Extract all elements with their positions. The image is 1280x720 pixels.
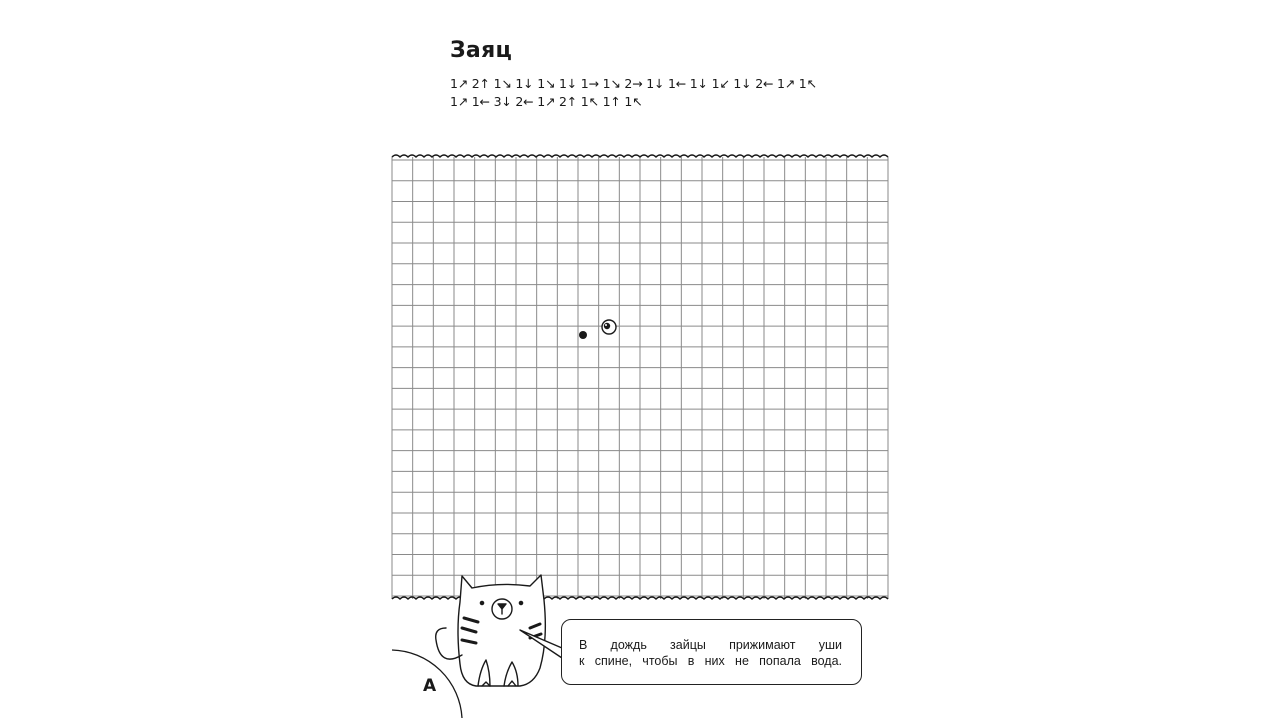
start-dot: [579, 331, 587, 339]
instructions-line-1: 1↗ 2↑ 1↘ 1↓ 1↘ 1↓ 1→ 1↘ 2→ 1↓ 1← 1↓ 1↙ 1↓ 2← 1↗ 1↖: [450, 76, 817, 91]
grid-paper: [392, 157, 888, 599]
eye-icon: [602, 320, 616, 334]
fun-fact-text: [579, 638, 842, 669]
instructions-line-2: 1↗ 1← 3↓ 2← 1↗ 2↑ 1↖ 1↑ 1↖: [450, 94, 643, 109]
page-title: Заяц: [450, 38, 513, 63]
grid-top-wavy-border: [392, 155, 888, 157]
fun-fact-line-2: к спине, чтобы в них не попала вода.: [579, 653, 842, 668]
cat-illustration: [436, 575, 546, 686]
page-letter: А: [423, 676, 437, 696]
fun-fact-line-1: В дождь зайцы прижимают уши: [579, 638, 842, 652]
